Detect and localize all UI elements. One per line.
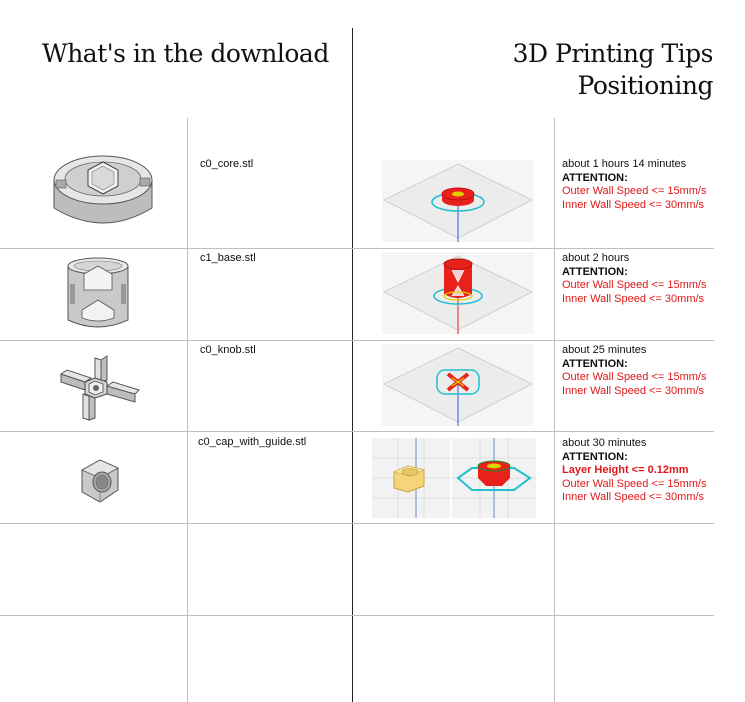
- base-part-icon: [62, 254, 134, 334]
- print-note: [562, 158, 707, 212]
- center-divider: [352, 28, 353, 702]
- print-note: [562, 344, 707, 398]
- file-name: c0_knob.stl: [200, 344, 256, 356]
- attention-label: ATTENTION:: [562, 450, 628, 463]
- print-time: about 1 hours 14 minutes: [562, 158, 687, 170]
- outer-wall-speed: Outer Wall Speed <= 15mm/s: [562, 477, 707, 490]
- core-part-icon: [48, 150, 158, 235]
- file-name: c1_base.stl: [200, 252, 256, 264]
- row-divider-4: [0, 523, 714, 524]
- inner-wall-speed: Inner Wall Speed <= 30mm/s: [562, 491, 705, 503]
- file-name: c0_cap_with_guide.stl: [198, 436, 307, 448]
- row-divider-5: [0, 615, 714, 616]
- inner-wall-speed: Inner Wall Speed <= 30mm/s: [562, 384, 705, 397]
- attention-label: ATTENTION:: [562, 171, 628, 184]
- slicer-preview-base: [382, 252, 534, 334]
- knob-part-icon: [55, 352, 141, 422]
- tips-title: [513, 38, 713, 102]
- row-divider-2: [0, 340, 714, 341]
- outer-wall-speed: Outer Wall Speed <= 15mm/s: [562, 185, 707, 197]
- slicer-preview-core: [382, 160, 534, 242]
- row-divider-1: [0, 248, 714, 249]
- print-note: [562, 437, 707, 505]
- attention-label: ATTENTION:: [562, 357, 628, 370]
- outer-wall-speed: Outer Wall Speed <= 15mm/s: [562, 279, 707, 291]
- print-time: about 2 hours: [562, 252, 630, 264]
- outer-wall-speed: Outer Wall Speed <= 15mm/s: [562, 371, 707, 383]
- layer-height-warning: Layer Height <= 0.12mm: [562, 464, 689, 476]
- file-name: c0_core.stl: [200, 158, 254, 170]
- row-divider-3: [0, 431, 714, 432]
- inner-wall-speed: Inner Wall Speed <= 30mm/s: [562, 198, 705, 211]
- attention-label: ATTENTION:: [562, 265, 628, 278]
- slicer-preview-cap-sliced: [452, 438, 536, 518]
- print-time: about 25 minutes: [562, 344, 647, 356]
- print-time: about 30 minutes: [562, 437, 647, 449]
- print-note: [562, 252, 707, 306]
- downloads-title: What's in the download: [42, 39, 329, 68]
- tips-title-line-2: Positioning: [577, 71, 713, 100]
- slicer-preview-cap-model: [372, 438, 450, 518]
- slicer-preview-knob: [382, 344, 534, 426]
- hex-nut-part-icon: [76, 456, 124, 506]
- tips-title-line-1: 3D Printing Tips: [512, 39, 713, 68]
- inner-wall-speed: Inner Wall Speed <= 30mm/s: [562, 292, 705, 305]
